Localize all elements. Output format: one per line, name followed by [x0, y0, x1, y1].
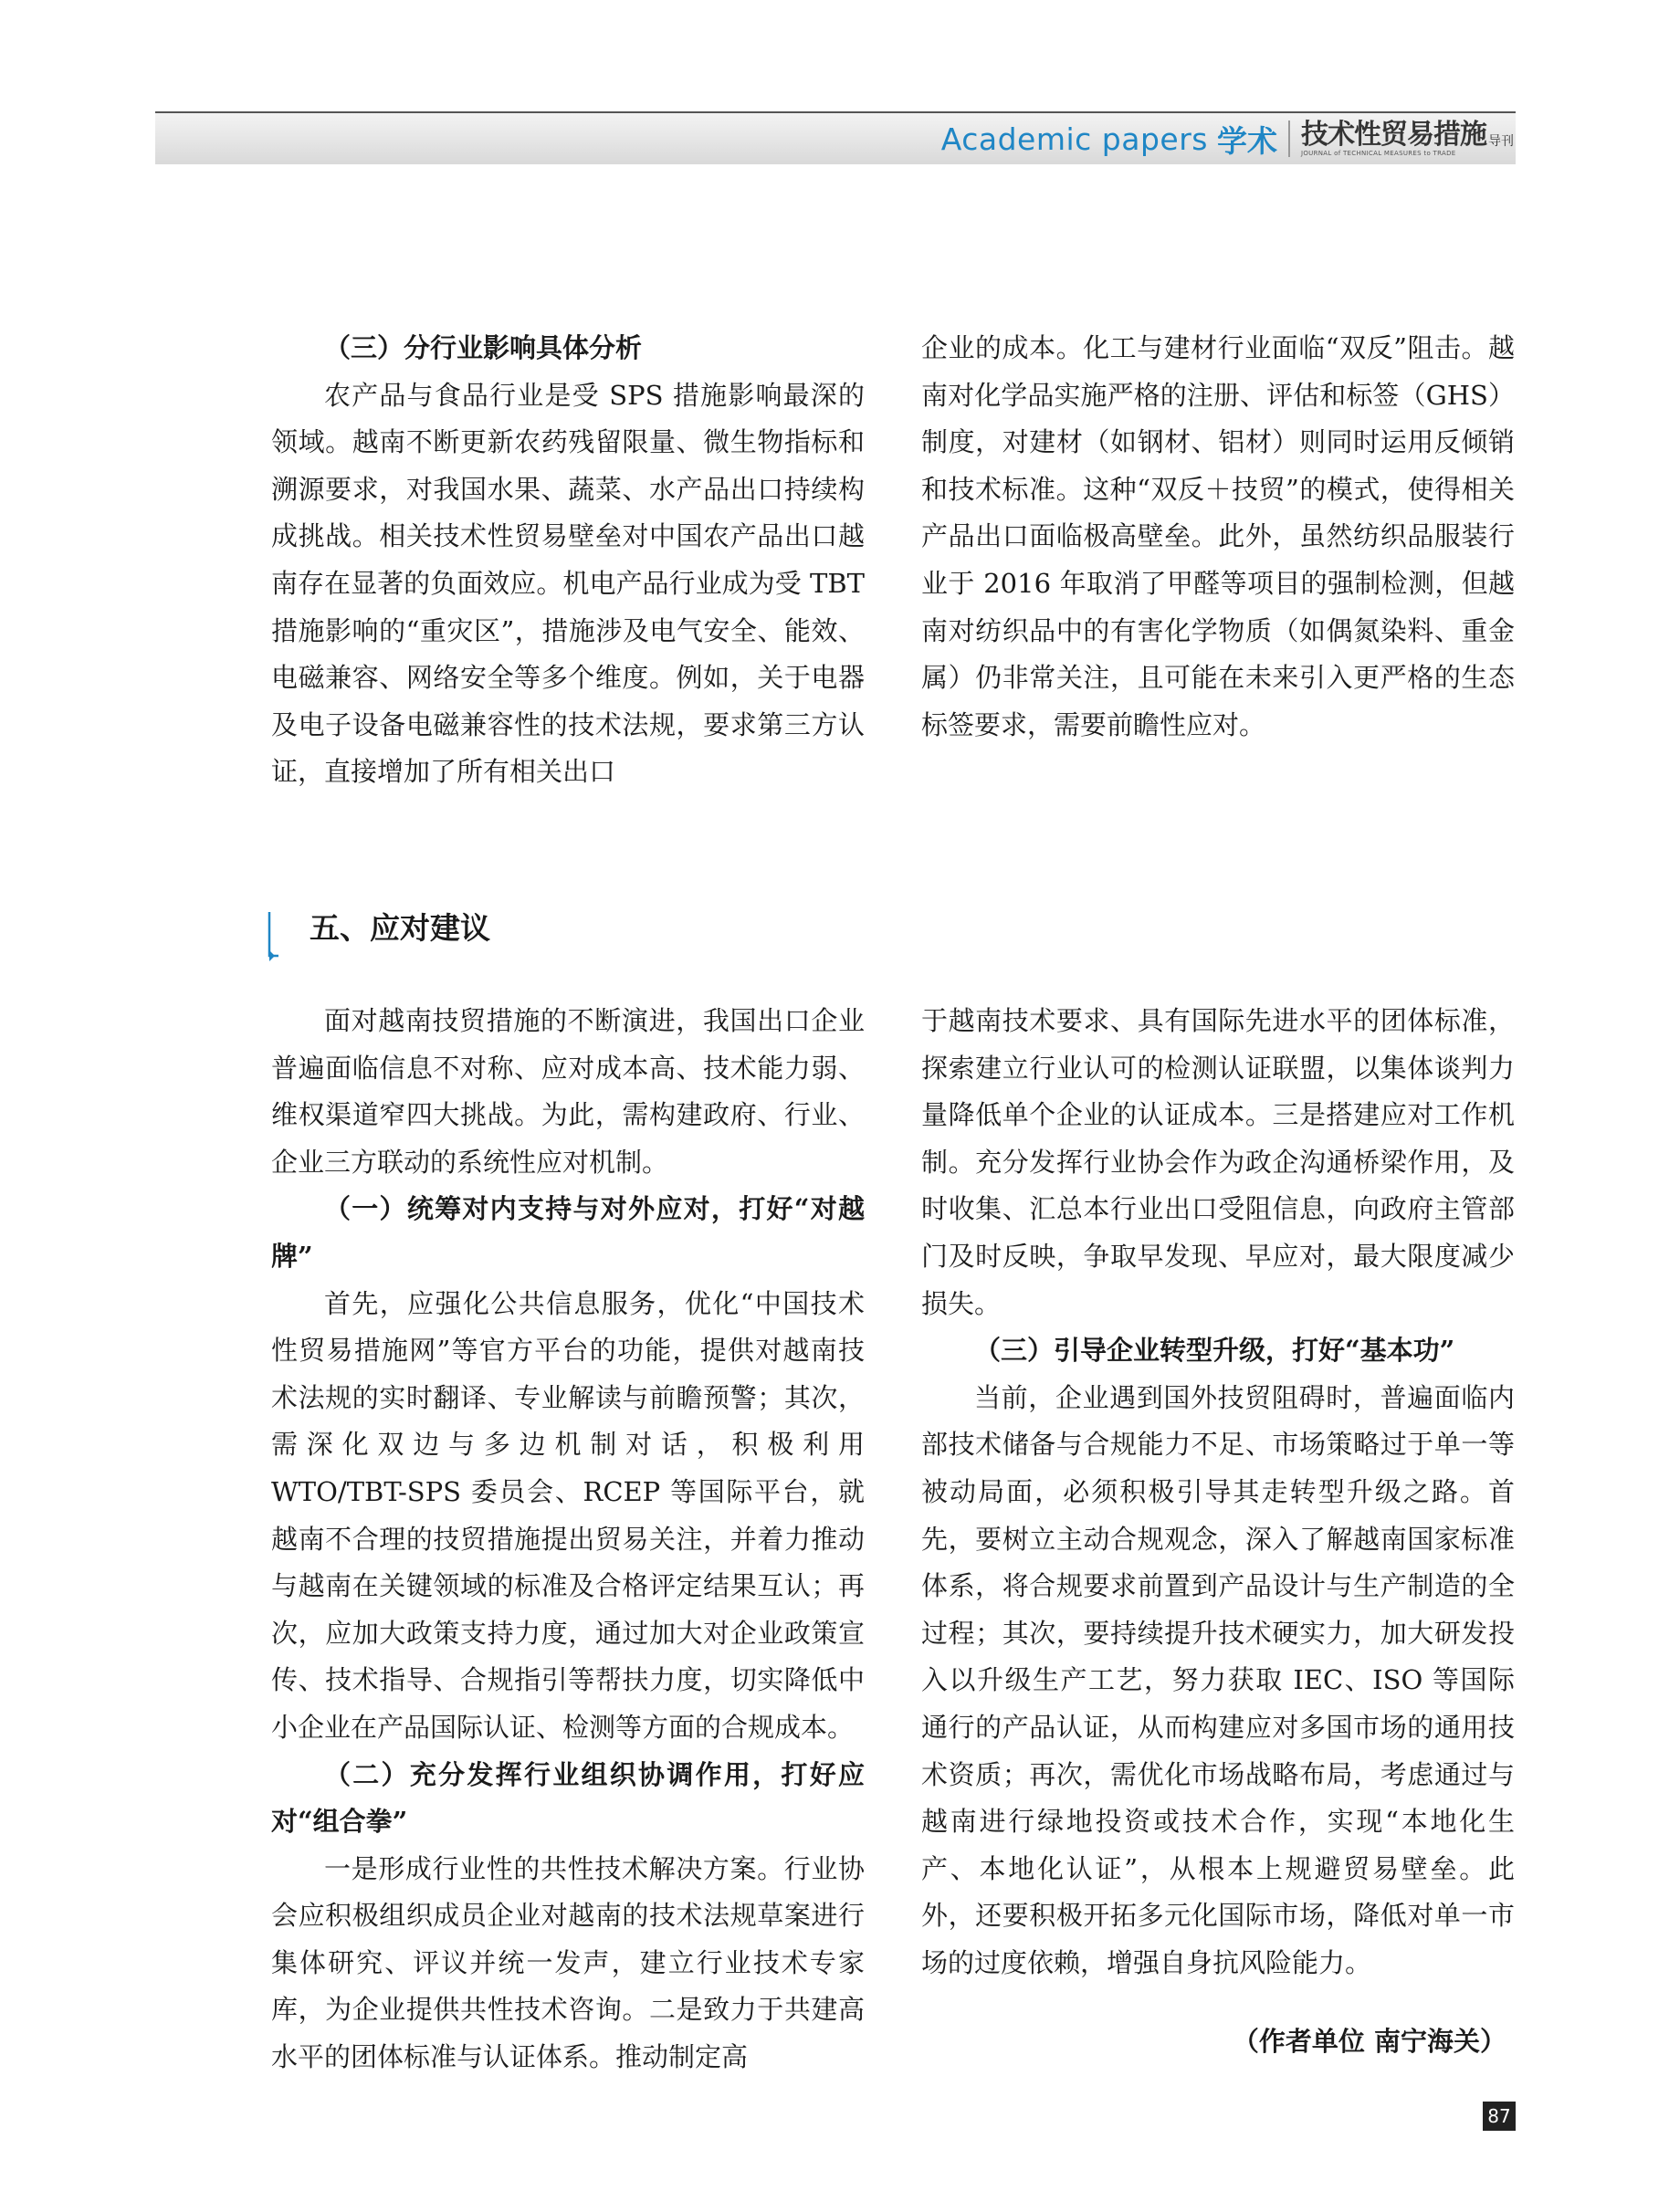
- subsection-heading: （三）引导企业转型升级，打好“基本功”: [974, 1335, 1455, 1367]
- header-separator: [1288, 121, 1290, 157]
- subsection-heading: （三）分行业影响具体分析: [324, 332, 643, 363]
- journal-english-name: JOURNAL of TECHNICAL MEASURES to TRADE: [1301, 149, 1456, 157]
- subsection-heading: （二）充分发挥行业组织协调作用，打好应对“组合拳”: [271, 1758, 865, 1838]
- running-header: [155, 113, 1516, 164]
- body-paragraph: 当前，企业遇到国外技贸阻碍时，普遍面临内部技术储备与合规能力不足、市场策略过于单一等被动局面，必须积极引导其走转型升级之路。首先，要树立主动合规观念，深入了解越南国家标准体系，将合规要求前置到产品设计与生产制造的全过程；其次，要持续提升技术硬实力，加大研发投入以升级生产工艺，努力获取 IEC、ISO 等国际通行的产品认证，从而构建应对多国市场的通用技术资质；再次，需优化市场战略布局，考虑通过与越南进行绿地投资或技术合作，实现“本地化生产、本地化认证”，从根本上规避贸易壁垒。此外，还要积极开拓多元化国际市场，降低对单一市场的过度依赖，增强自身抗风险能力。: [921, 1381, 1515, 1978]
- header-section-en: Academic papers: [940, 121, 1208, 157]
- header-section-cn: 学术: [1217, 122, 1277, 159]
- bottom-right-column: [921, 998, 1515, 1987]
- body-paragraph: 农产品与食品行业是受 SPS 措施影响最深的领域。越南不断更新农药残留限量、微生物指标和溯源要求，对我国水果、蔬菜、水产品出口持续构成挑战。相关技术性贸易壁垒对中国农产品出口越南存在显著的负面效应。机电产品行业成为受 TBT 措施影响的“重灾区”，措施涉及电气安全、能效、电磁兼容、网络安全等多个维度。例如，关于电器及电子设备电磁兼容性的技术法规，要求第三方认证，直接增加了所有相关出口: [271, 379, 865, 788]
- body-paragraph: 于越南技术要求、具有国际先进水平的团体标准，探索建立行业认可的检测认证联盟，以集体谈判力量降低单个企业的认证成本。三是搭建应对工作机制。充分发挥行业协会作为政企沟通桥梁作用，及时收集、汇总本行业出口受阻信息，向政府主管部门及时反映，争取早发现、早应对，最大限度减少损失。: [921, 1005, 1515, 1319]
- body-paragraph: 企业的成本。化工与建材行业面临“双反”阻击。越南对化学品实施严格的注册、评估和标签（GHS）制度，对建材（如钢材、铝材）则同时运用反倾销和技术标准。这种“双反＋技贸”的模式，使得相关产品出口面临极高壁垒。此外，虽然纺织品服装行业于 2016 年取消了甲醛等项目的强制检测，但越南对纺织品中的有害化学物质（如偶氮染料、重金属）仍非常关注，且可能在未来引入更严格的生态标签要求，需要前瞻性应对。: [921, 332, 1515, 740]
- bottom-left-column: [271, 998, 865, 2081]
- section-marker-icon: [266, 910, 280, 961]
- body-paragraph: 首先，应强化公共信息服务，优化“中国技术性贸易措施网”等官方平台的功能，提供对越南技术法规的实时翻译、专业解读与前瞻预警；其次，需深化双边与多边机制对话，积极利用 WTO/TBT-SPS 委员会、RCEP 等国际平台，就越南不合理的技贸措施提出贸易关注，并着力推动与越南在关键领域的标准及合格评定结果互认；再次，应加大政策支持力度，通过加大对企业政策宣传、技术指导、合规指引等帮扶力度，切实降低中小企业在产品国际认证、检测等方面的合规成本。: [271, 1287, 865, 1743]
- journal-logo: [1301, 118, 1514, 158]
- top-right-column: [921, 325, 1515, 749]
- journal-name: 技术性贸易措施: [1301, 118, 1486, 151]
- author-affiliation: （作者单位 南宁海关）: [1232, 2026, 1506, 2057]
- top-left-column: [271, 325, 865, 796]
- journal-suffix: 导刊: [1488, 133, 1514, 149]
- body-paragraph: 一是形成行业性的共性技术解决方案。行业协会应积极组织成员企业对越南的技术法规草案进行集体研究、评议并统一发声，建立行业技术专家库，为企业提供共性技术咨询。二是致力于共建高水平的团体标准与认证体系。推动制定高: [271, 1852, 865, 2073]
- subsection-heading: （一）统筹对内支持与对外应对，打好“对越牌”: [271, 1193, 865, 1272]
- body-paragraph: 面对越南技贸措施的不断演进，我国出口企业普遍面临信息不对称、应对成本高、技术能力弱、维权渠道窄四大挑战。为此，需构建政府、行业、企业三方联动的系统性应对机制。: [271, 1005, 865, 1178]
- page-number: 87: [1483, 2102, 1516, 2131]
- section-title: 五、应对建议: [310, 910, 490, 946]
